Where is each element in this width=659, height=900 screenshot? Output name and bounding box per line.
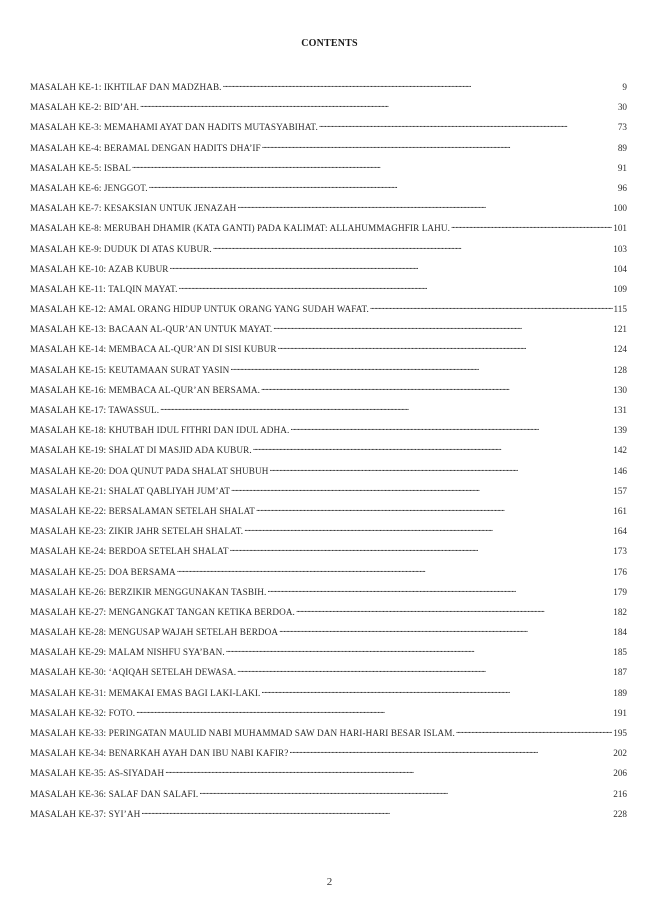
toc-entry-label: MASALAH KE-1: IKHTILAF DAN MADZHAB. <box>30 82 222 92</box>
toc-entry-page: 157 <box>613 485 627 496</box>
toc-entry <box>30 361 627 381</box>
dot-leader <box>456 724 612 736</box>
toc-entry-label: MASALAH KE-36: SALAF DAN SALAFI. <box>30 788 199 799</box>
toc-entry <box>30 300 627 320</box>
toc-entry <box>30 785 627 805</box>
toc-entry <box>30 179 627 199</box>
dot-leader <box>170 260 613 272</box>
dot-leader <box>213 240 612 252</box>
toc-entry-label: MASALAH KE-23: ZIKIR JAHR SETELAH SHALAT. <box>30 526 244 537</box>
toc-entry-label: MASALAH KE-9: DUDUK DI ATAS KUBUR. <box>30 243 212 254</box>
dot-leader <box>273 320 612 332</box>
toc-entry-page: 124 <box>613 344 627 355</box>
toc-entry-page: 9 <box>622 82 627 92</box>
page-number: 2 <box>326 876 333 888</box>
toc-entry <box>30 663 627 683</box>
toc-entry-label: MASALAH KE-31: MEMAKAI EMAS BAGI LAKI-LAKI. <box>30 687 261 698</box>
toc-entry <box>30 482 627 502</box>
toc-entry <box>30 502 627 522</box>
toc-entry-label: MASALAH KE-24: BERDOA SETELAH SHALAT <box>30 546 229 557</box>
toc-entry-page: 89 <box>617 142 627 153</box>
toc-entry <box>30 441 627 461</box>
toc-entry-page: 103 <box>613 243 627 254</box>
toc-entry-label: MASALAH KE-5: ISBAL <box>30 162 131 173</box>
toc-entry-page: 189 <box>613 687 627 698</box>
toc-entry <box>30 421 627 441</box>
toc-entry-page: 73 <box>617 122 627 133</box>
dot-leader <box>165 764 612 776</box>
toc-entry-page: 202 <box>613 748 627 759</box>
dot-leader <box>231 482 612 494</box>
toc-entry <box>30 744 627 764</box>
dot-leader <box>451 219 612 231</box>
dot-leader <box>267 583 612 595</box>
toc-entry-page: 115 <box>613 304 627 315</box>
toc-entry-label: MASALAH KE-34: BENARKAH AYAH DAN IBU NABI KAFIR? <box>30 748 289 759</box>
toc-entry-page: 96 <box>617 182 627 193</box>
toc-entry <box>30 118 627 138</box>
table-of-contents <box>30 78 627 825</box>
toc-entry <box>30 78 627 98</box>
toc-entry <box>30 340 627 360</box>
toc-entry-page: 173 <box>613 546 627 557</box>
toc-entry-label: MASALAH KE-18: KHUTBAH IDUL FITHRI DAN IDUL ADHA. <box>30 425 290 436</box>
toc-entry-label: MASALAH KE-13: BACAAN AL-QUR’AN UNTUK MAYAT. <box>30 324 273 335</box>
toc-entry-label: MASALAH KE-12: AMAL ORANG HIDUP UNTUK ORANG YANG SUDAH WAFAT. <box>30 304 369 315</box>
dot-leader <box>141 805 612 817</box>
dot-leader <box>278 340 613 352</box>
toc-entry-page: 228 <box>613 808 627 819</box>
toc-entry-label: MASALAH KE-29: MALAM NISHFU SYA’BAN. <box>30 647 225 658</box>
toc-entry-page: 191 <box>613 707 627 718</box>
toc-entry-label: MASALAH KE-26: BERZIKIR MENGGUNAKAN TASBIH. <box>30 586 267 597</box>
dot-leader <box>289 744 612 756</box>
toc-entry <box>30 98 627 118</box>
toc-entry <box>30 643 627 663</box>
toc-entry-label: MASALAH KE-33: PERINGATAN MAULID NABI MUHAMMAD SAW DAN HARI-HARI BESAR ISLAM. <box>30 728 455 738</box>
dot-leader <box>269 462 612 474</box>
toc-entry-label: MASALAH KE-11: TALQIN MAYAT. <box>30 283 178 294</box>
toc-entry-page: 91 <box>617 162 627 173</box>
toc-entry <box>30 563 627 583</box>
toc-entry <box>30 199 627 219</box>
toc-entry-page: 206 <box>613 768 627 779</box>
toc-entry <box>30 764 627 784</box>
dot-leader <box>261 684 612 696</box>
dot-leader <box>237 663 612 675</box>
toc-entry-label: MASALAH KE-4: BERAMAL DENGAN HADITS DHA’IF <box>30 142 261 153</box>
toc-entry-page: 130 <box>613 384 627 395</box>
dot-leader <box>237 199 612 211</box>
toc-entry <box>30 704 627 724</box>
toc-entry-page: 101 <box>613 223 627 234</box>
toc-entry <box>30 139 627 159</box>
toc-entry-label: MASALAH KE-28: MENGUSAP WAJAH SETELAH BERDOA <box>30 627 279 638</box>
toc-entry-page: 195 <box>613 728 627 738</box>
toc-entry <box>30 240 627 260</box>
dot-leader <box>177 563 612 575</box>
toc-entry-page: 131 <box>613 405 627 415</box>
toc-entry-label: MASALAH KE-22: BERSALAMAN SETELAH SHALAT <box>30 505 256 516</box>
dot-leader <box>136 704 612 716</box>
toc-entry-label: MASALAH KE-7: KESAKSIAN UNTUK JENAZAH <box>30 203 237 214</box>
toc-entry-label: MASALAH KE-20: DOA QUNUT PADA SHALAT SHUBUH <box>30 465 269 476</box>
dot-leader <box>279 623 612 635</box>
toc-entry-page: 100 <box>613 203 627 214</box>
dot-leader <box>140 98 617 110</box>
toc-entry-page: 182 <box>613 606 627 617</box>
toc-entry-page: 139 <box>613 425 627 436</box>
toc-entry <box>30 462 627 482</box>
dot-leader <box>296 603 612 615</box>
dot-leader <box>253 441 612 453</box>
toc-entry-page: 121 <box>613 324 627 335</box>
toc-entry-page: 128 <box>613 364 627 375</box>
toc-entry-label: MASALAH KE-14: MEMBACA AL-QUR’AN DI SISI KUBUR <box>30 344 277 355</box>
toc-entry <box>30 623 627 643</box>
toc-entry <box>30 724 627 744</box>
toc-entry-page: 179 <box>613 586 627 597</box>
toc-entry-label: MASALAH KE-21: SHALAT QABLIYAH JUM’AT <box>30 485 231 496</box>
toc-entry-page: 187 <box>613 667 627 678</box>
toc-entry-label: MASALAH KE-2: BID’AH. <box>30 102 140 113</box>
toc-entry-page: 184 <box>613 627 627 638</box>
toc-entry-label: MASALAH KE-16: MEMBACA AL-QUR’AN BERSAMA. <box>30 384 260 395</box>
toc-entry-label: MASALAH KE-27: MENGANGKAT TANGAN KETIKA BERDOA. <box>30 606 295 617</box>
toc-entry <box>30 381 627 401</box>
dot-leader <box>179 280 613 292</box>
toc-entry-label: MASALAH KE-30: ‘AQIQAH SETELAH DEWASA. <box>30 667 237 678</box>
dot-leader <box>199 785 612 797</box>
toc-entry <box>30 401 627 421</box>
dot-leader <box>230 361 612 373</box>
toc-entry <box>30 542 627 562</box>
dot-leader <box>261 381 612 393</box>
toc-entry-page: 104 <box>613 263 627 274</box>
toc-entry-page: 109 <box>613 283 627 294</box>
contents-title: CONTENTS <box>301 38 358 49</box>
toc-entry <box>30 219 627 239</box>
dot-leader <box>262 139 617 151</box>
toc-entry-label: MASALAH KE-25: DOA BERSAMA <box>30 566 176 577</box>
toc-entry <box>30 603 627 623</box>
toc-entry-label: MASALAH KE-8: MERUBAH DHAMIR (KATA GANTI) PADA KALIMAT: ALLAHUMMAGHFIR LAHU. <box>30 223 451 234</box>
dot-leader <box>149 179 617 191</box>
toc-entry-page: 216 <box>613 788 627 799</box>
toc-entry <box>30 684 627 704</box>
toc-entry <box>30 522 627 542</box>
toc-entry-label: MASALAH KE-3: MEMAHAMI AYAT DAN HADITS MUTASYABIHAT. <box>30 122 318 133</box>
dot-leader <box>244 522 612 534</box>
toc-entry-label: MASALAH KE-19: SHALAT DI MASJID ADA KUBUR. <box>30 445 252 456</box>
dot-leader <box>160 401 612 413</box>
toc-entry <box>30 280 627 300</box>
toc-entry-page: 185 <box>613 647 627 658</box>
dot-leader <box>256 502 612 514</box>
toc-entry <box>30 805 627 825</box>
dot-leader <box>132 159 617 171</box>
toc-entry-label: MASALAH KE-15: KEUTAMAAN SURAT YASIN <box>30 364 230 375</box>
toc-entry-page: 176 <box>613 566 627 577</box>
toc-entry <box>30 159 627 179</box>
toc-entry-label: MASALAH KE-17: TAWASSUL. <box>30 405 160 415</box>
dot-leader <box>230 542 613 554</box>
dot-leader <box>290 421 612 433</box>
toc-entry-page: 164 <box>613 526 627 537</box>
toc-entry-label: MASALAH KE-32: FOTO. <box>30 707 136 718</box>
toc-entry-page: 142 <box>613 445 627 456</box>
toc-entry-page: 161 <box>613 505 627 516</box>
toc-entry-label: MASALAH KE-37: SYI’AH <box>30 808 141 819</box>
toc-entry <box>30 260 627 280</box>
toc-entry-label: MASALAH KE-35: AS-SIYADAH <box>30 768 165 779</box>
toc-entry-page: 30 <box>617 102 627 113</box>
toc-entry-page: 146 <box>613 465 627 476</box>
dot-leader <box>319 118 617 130</box>
dot-leader <box>223 78 622 90</box>
toc-entry <box>30 583 627 603</box>
toc-entry-label: MASALAH KE-6: JENGGOT. <box>30 182 148 193</box>
dot-leader <box>370 300 613 312</box>
toc-entry-label: MASALAH KE-10: AZAB KUBUR <box>30 263 169 274</box>
toc-entry <box>30 320 627 340</box>
dot-leader <box>226 643 612 655</box>
